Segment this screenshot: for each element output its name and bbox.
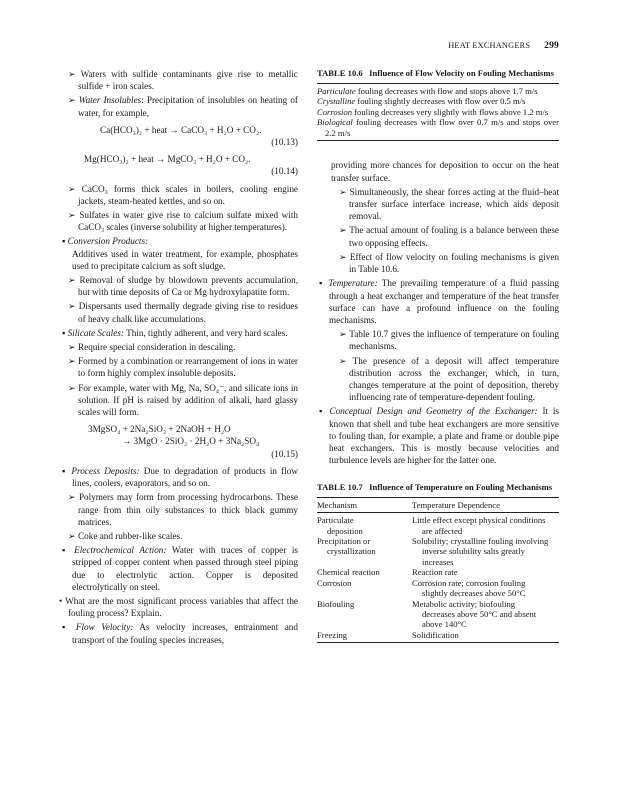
bullet-coke: ➢ Coke and rubber-like scales. — [68, 530, 183, 541]
left-column — [60, 68, 298, 648]
bullet-water-insolubles: ➢ Water Insolubles: Precipitation of insolubles on heating of water, for example, — [68, 95, 298, 118]
bullet-table-10-7-ref: ➢ Table 10.7 gives the influence of temperature on fouling mechanisms. — [339, 329, 559, 352]
item-conceptual-design: ▪ Conceptual Design and Geometry of the Exchanger: It is known that shell and tube heat exchangers are more sensitive to fouling than, for example, a plate and frame or double pipe heat exchangers. This is mostly because velocities and turbulence levels are higher for the latter one. — [319, 406, 559, 466]
page-number: 299 — [544, 41, 559, 51]
table-10-7-grid — [317, 500, 559, 510]
right-column — [317, 68, 559, 645]
bullet-caco3: ➢ CaCO₃ forms thick scales in boilers, cooling engine jackets, steam-heated kettles, and so on. — [68, 183, 298, 206]
bullet-dispersants: ➢ Dispersants used thermally degrade giving rise to residues of heavy chalk like accumulations. — [68, 301, 298, 324]
item-process-deposits: ▪ Process Deposits: Due to degradation of products in flow lines, coolers, evaporators, and so on. — [62, 465, 298, 489]
table-header-row — [317, 500, 559, 510]
bullet-descaling: ➢ Require special consideration in descaling. — [68, 342, 236, 353]
table-row: Crystalline fouling slightly decreases with flow over 0.5 m/s — [317, 96, 526, 107]
table-10-6-body — [317, 86, 559, 139]
item-temperature: ▪ Temperature: The prevailing temperature of a fluid passing through a heat exchanger and temperature of the heat transfer surface can have a profound influence on the fouling mechanisms. — [319, 278, 559, 325]
item-silicate-scales: ▪ Silicate Scales: Thin, tightly adherent, and very hard scales. — [62, 327, 288, 338]
running-title: HEAT EXCHANGERS — [448, 41, 531, 50]
item-conversion-products: ▪ Conversion Products: Additives used in water treatment, for example, phosphates used to precipitate calcium as soft sludge. — [62, 236, 298, 271]
bullet-example-mg: ➢ For example, water with Mg, Na, SO₄⁻, and silicate ions in solution. If pH is raised by addition of alkali, hard glassy scales will form. — [68, 382, 299, 418]
table-10-7-caption: TABLE 10.7 Influence of Temperature on Fouling Mechanisms — [317, 482, 553, 493]
paragraph-deposition: providing more chances for deposition to occur on the heat transfer surface. — [331, 160, 559, 183]
bullet-ions: ➢ Formed by a combination or rearrangement of ions in water to form highly complex insoluble deposits. — [68, 356, 298, 379]
bullet-sludge: ➢ Removal of sludge by blowdown prevents accumulation, but with time deposits of Ca or Mg hydroxylapatite form. — [68, 275, 298, 298]
column-header-mechanism: Mechanism — [317, 499, 358, 510]
table-row: Biofouling Metabolic activity; biofouling decreases above 50°C and absent above 140°C — [317, 598, 537, 630]
bullet-table-10-6-ref: ➢ Effect of flow velocity on fouling mechanisms is given in Table 10.6. — [339, 251, 560, 275]
item-electrochemical: ▪ Electrochemical Action: Water with traces of copper is stripped of copper content when passed through steel piping due to electrolytic action. Copper is deposited electrolytically on steel. — [62, 545, 298, 592]
column-header-dependence: Temperature Dependence — [412, 499, 500, 510]
bullet-deposit-temperature: ➢ The presence of a deposit will affect temperature distribution across the exchanger, which, in turn, changes temperature at the point of deposition, thereby influencing rate of temperature-dependent fouling. — [339, 355, 559, 403]
bullet-shear-forces: ➢ Simultaneously, the shear forces acting at the fluid–heat transfer surface interface increase, which aids deposit removal. — [339, 186, 559, 222]
table-row: Biological fouling decreases with flow over 0.7 m/s and stops over 2.2 m/s — [317, 117, 559, 138]
table-row: Corrosion Corrosion rate; corrosion fouling slightly decreases above 50°C — [317, 577, 526, 599]
bullet-sulfide: ➢ Waters with sulfide contaminants give rise to metallic sulfide + iron scales. — [68, 69, 298, 92]
table-10-6-caption: TABLE 10.6 Influence of Flow Velocity on Fouling Mechanisms — [317, 68, 554, 78]
table-10-6 — [317, 68, 559, 141]
table-row: Particulate fouling decreases with flow and stops above 1.7 m/s — [317, 85, 538, 96]
table-row: Freezing Solidification — [317, 629, 459, 640]
table-10-7 — [317, 482, 559, 643]
equation-10-14: Mg(HCO₃)₂ + heat → MgCO₃ + H₂O + CO₂. (10.14) — [84, 154, 298, 177]
table-row: Corrosion fouling decreases very slightly with flows above 1.2 m/s — [317, 106, 549, 117]
bullet-balance: ➢ The actual amount of fouling is a balance between these two opposing effects. — [339, 225, 559, 248]
table-row: Precipitation or crystallization Solubility; crystalline fouling involving inverse solubility salts greatly increases — [317, 536, 549, 567]
table-row: Chemical reaction Reaction rate — [317, 567, 458, 578]
equation-10-15: 3MgSO₄ + 2Na₂SiO₃ + 2NaOH + H₂O → 3MgO · 2SiO₂ · 2H₂O + 3Na₂SO₄ (10.15) — [88, 424, 298, 459]
bullet-polymers: ➢ Polymers may form from processing hydrocarbons. These range from thin oily substances to thick black gummy matrices. — [68, 492, 298, 527]
equation-10-13: Ca(HCO₃)₂ + heat → CaCO₃ + H₂O + CO₂. (10.13) — [100, 124, 298, 148]
question-process-variables: • What are the most significant process variables that affect the fouling process? Explain. — [59, 595, 298, 619]
table-row: Particulate deposition Little effect except physical conditions are affected — [317, 515, 546, 536]
table-10-7-body — [317, 515, 559, 640]
item-flow-velocity: ▪ Flow Velocity: As velocity increases, entrainment and transport of the fouling species increases, — [62, 622, 298, 645]
bullet-sulfates: ➢ Sulfates in water give rise to calcium sulfate mixed with CaCO₃ scales (inverse solubility at higher temperatures). — [68, 210, 298, 233]
running-header — [448, 41, 559, 51]
